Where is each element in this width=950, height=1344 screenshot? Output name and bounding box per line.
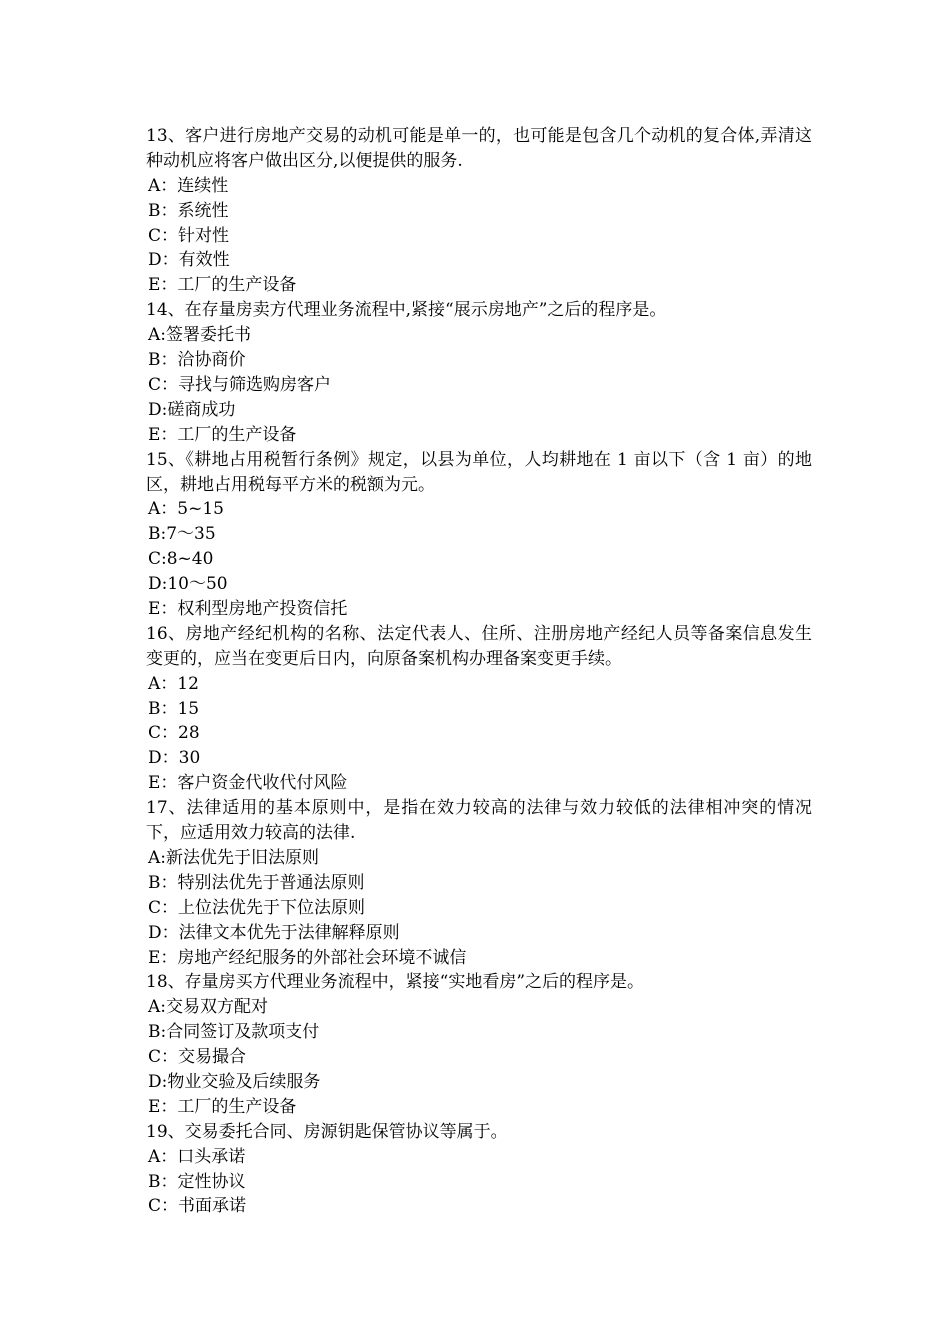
question-18-option-b: B:合同签订及款项支付 xyxy=(148,1022,320,1043)
question-16-text: 16、房地产经纪机构的名称、法定代表人、住所、注册房地产经纪人员等备案信息发生变更的，应当在变更后日内，向原备案机构办理备案变更手续。 xyxy=(146,623,812,669)
question-14-text: 14、在存量房卖方代理业务流程中,紧接“展示房地产”之后的程序是。 xyxy=(146,300,667,321)
question-19-text: 19、交易委托合同、房源钥匙保管协议等属于。 xyxy=(146,1121,508,1142)
question-18-option-d: D:物业交验及后续服务 xyxy=(148,1071,321,1092)
question-18-option-a: A:交易双方配对 xyxy=(148,997,269,1018)
question-19-option-c: C：书面承诺 xyxy=(148,1196,247,1217)
question-16-option-c: C：28 xyxy=(148,723,200,744)
question-15-option-b: B:7～35 xyxy=(148,524,216,545)
question-13-text: 13、客户进行房地产交易的动机可能是单一的，也可能是包含几个动机的复合体,弄清这种动机应将客户做出区分,以便提供的服务. xyxy=(146,126,812,171)
question-15-text: 15、《耕地占用税暂行条例》规定，以县为单位，人均耕地在 1 亩以下（含 1 亩）的地区，耕地占用税每平方米的税额为元。 xyxy=(146,449,812,495)
question-13-option-a: A：连续性 xyxy=(148,175,229,196)
question-14-option-c: C：寻找与筛选购房客户 xyxy=(148,374,332,395)
question-19-option-a: A：口头承诺 xyxy=(148,1146,246,1167)
question-14-option-d: D:磋商成功 xyxy=(148,399,236,420)
question-16-option-e: E：客户资金代收代付风险 xyxy=(148,773,348,794)
question-15-option-c: C:8~40 xyxy=(148,549,214,570)
question-14-option-e: E：工厂的生产设备 xyxy=(148,424,297,445)
question-15-option-d: D:10～50 xyxy=(148,574,228,595)
question-17-option-c: C：上位法优先于下位法原则 xyxy=(148,897,366,918)
question-19-option-b: B：定性协议 xyxy=(148,1171,246,1192)
question-17-option-d: D：法律文本优先于法律解释原则 xyxy=(148,922,400,943)
question-18-option-e: E：工厂的生产设备 xyxy=(148,1096,297,1117)
question-18-option-c: C：交易撮合 xyxy=(148,1047,247,1068)
question-15-option-e: E：权利型房地产投资信托 xyxy=(148,598,348,619)
question-14-option-a: A:签署委托书 xyxy=(148,325,252,346)
question-13-option-e: E：工厂的生产设备 xyxy=(148,275,297,296)
question-13-option-b: B：系统性 xyxy=(148,200,229,221)
question-17-text: 17、法律适用的基本原则中，是指在效力较高的法律与效力较低的法律相冲突的情况下，应适用效力较高的法律. xyxy=(146,798,812,844)
question-17-option-e: E：房地产经纪服务的外部社会环境不诚信 xyxy=(148,947,467,968)
question-16-option-d: D：30 xyxy=(148,748,201,769)
question-13-option-c: C：针对性 xyxy=(148,225,230,246)
question-16-option-a: A：12 xyxy=(148,673,199,694)
question-17-option-b: B：特别法优先于普通法原则 xyxy=(148,872,365,893)
question-17-option-a: A:新法优先于旧法原则 xyxy=(148,847,320,868)
question-13-option-d: D：有效性 xyxy=(148,250,230,271)
question-18-text: 18、存量房买方代理业务流程中，紧接“实地看房”之后的程序是。 xyxy=(146,972,645,993)
question-15-option-a: A：5~15 xyxy=(148,499,224,520)
document-page xyxy=(146,124,812,1219)
question-14-option-b: B：洽协商价 xyxy=(148,350,246,371)
question-16-option-b: B：15 xyxy=(148,698,200,719)
